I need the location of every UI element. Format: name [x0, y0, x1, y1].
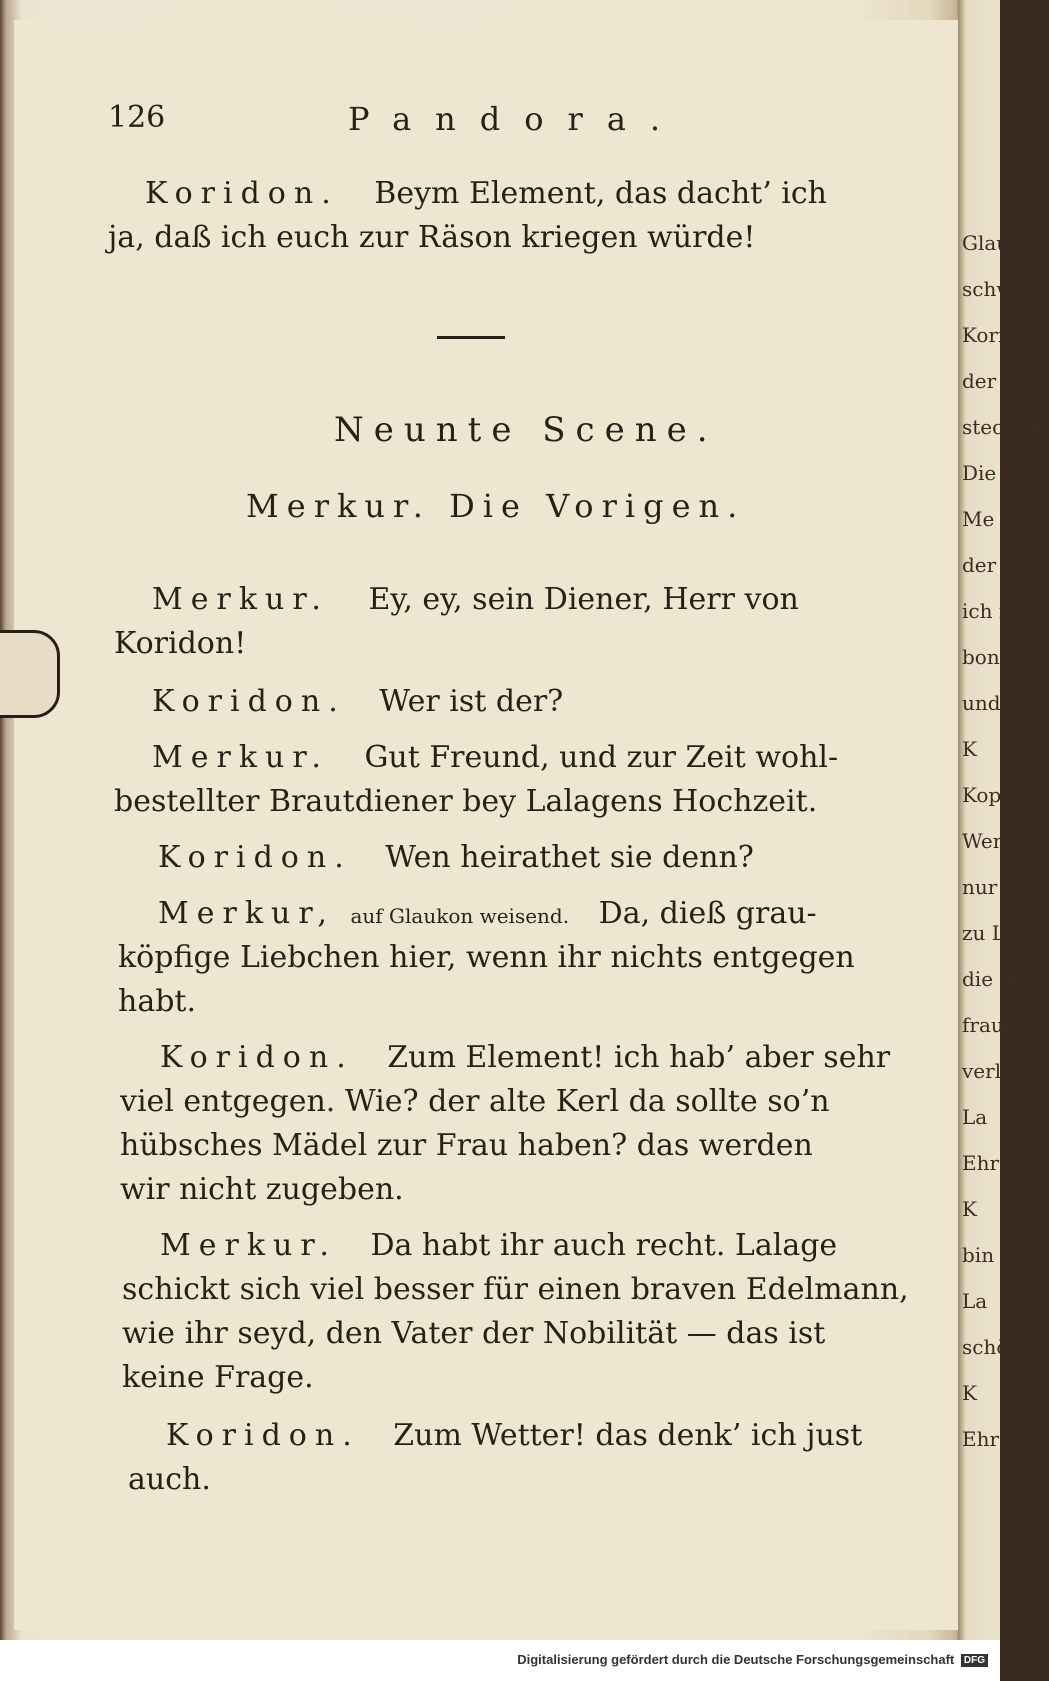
dialogue-text: keine Frage.: [122, 1360, 314, 1395]
dialogue-text: Wen heirathet sie denn?: [385, 840, 754, 875]
facing-page-fragment: nur be: [962, 875, 1029, 899]
dialogue-text: Da, dieß grau-: [598, 896, 817, 931]
footer-bar: [0, 1640, 1000, 1681]
facing-page-fragment: bin da: [962, 1243, 1026, 1267]
dialogue-text: wir nicht zugeben.: [120, 1172, 404, 1207]
facing-page-fragment: La: [962, 1289, 988, 1313]
dialogue-text: Zum Wetter! das denk’ ich just: [393, 1418, 863, 1453]
dialogue-text: köpfige Liebchen hier, wenn ihr nichts entgegen: [118, 940, 855, 975]
speaker-name: Koridon.: [160, 1040, 354, 1075]
page-header: [108, 100, 878, 140]
page-clip-tab: [0, 630, 60, 718]
speaker-name: Merkur.: [160, 1228, 337, 1263]
dialogue-text: Da habt ihr auch recht. Lalage: [370, 1228, 838, 1263]
speaker-name: Koridon.: [152, 684, 346, 719]
facing-page-fragment: K: [962, 737, 977, 761]
facing-page-fragment: K: [962, 1197, 977, 1221]
dialogue-text: Gut Freund, und zur Zeit wohl-: [364, 740, 839, 775]
facing-page-fragment: K: [962, 1381, 977, 1405]
facing-page-fragment: bons: [962, 645, 1010, 669]
dialogue-text: Wer ist der?: [379, 684, 564, 719]
facing-page-fragment: La: [962, 1105, 988, 1129]
dialogue-text: hübsches Mädel zur Frau haben? das werden: [120, 1128, 813, 1163]
facing-page-fragment: Ehre f: [962, 1151, 1025, 1175]
speaker-name: Koridon.: [158, 840, 352, 875]
speaker-name: Koridon.: [166, 1418, 360, 1453]
facing-page-fragment: Kori: [962, 323, 1005, 347]
facing-page-fragment: frauen: [962, 1013, 1029, 1037]
dialogue-text: Koridon!: [114, 626, 247, 661]
dialogue-text: Beym Element, das dacht’ ich: [374, 176, 827, 211]
facing-page-fragment: Glauk: [962, 231, 1022, 255]
dialogue-text: schickt sich viel besser für einen braven Edelmann,: [122, 1272, 909, 1307]
speaker-name: Koridon.: [145, 176, 339, 211]
dialogue-text: Zum Element! ich hab’ aber sehr: [387, 1040, 891, 1075]
facing-page-fragment: und: [962, 691, 1001, 715]
scene-heading: Neunte Scene.: [334, 410, 718, 450]
facing-page-fragment: verlier: [962, 1059, 1029, 1083]
speaker-name: Merkur.: [152, 740, 329, 775]
facing-page-fragments: [962, 220, 1049, 1462]
page-number: 126: [108, 100, 166, 135]
facing-page-fragment: Kopfe: [962, 783, 1021, 807]
dfg-logo: DFG: [961, 1654, 988, 1667]
facing-page-fragment: steckt ih: [962, 415, 1049, 439]
facing-page-fragment: der Ab: [962, 553, 1030, 577]
facing-page-fragment: schwen,: [962, 277, 1045, 301]
funding-credit-text: Digitalisierung gefördert durch die Deutsche Forschungsgemeinschaft: [517, 1652, 955, 1667]
facing-page-fragment: Wenn: [962, 829, 1019, 853]
scene-divider: [437, 336, 505, 339]
dialogue-text: auch.: [128, 1462, 211, 1497]
facing-page-fragment: der Kerl: [962, 369, 1045, 393]
facing-page-fragment: Me: [962, 507, 995, 531]
dialogue-text: viel entgegen. Wie? der alte Kerl da sollte so’n: [120, 1084, 830, 1119]
facing-page-fragment: Die: [962, 461, 997, 485]
scene-characters: Merkur. Die Vorigen.: [246, 487, 746, 525]
speaker-name: Merkur.: [152, 582, 329, 617]
facing-page-fragment: schön: [962, 1335, 1022, 1359]
stage-direction: auf Glaukon weisend.: [350, 904, 570, 928]
facing-page-fragment: Ehre: [962, 1427, 1011, 1451]
funding-credit: [517, 1652, 988, 1667]
dialogue-text: wie ihr seyd, den Vater der Nobilität — das ist: [122, 1316, 826, 1351]
dialogue-text: bestellter Brautdiener bey Lalagens Hochzeit.: [114, 784, 818, 819]
dialogue-text: habt.: [118, 984, 197, 1019]
running-title: Pandora.: [348, 100, 685, 138]
dialogue-text: Ey, ey, sein Diener, Herr von: [368, 582, 799, 617]
dialogue-text: ja, daß ich euch zur Räson kriegen würde!: [108, 220, 756, 255]
speaker-name: Merkur,: [158, 896, 335, 931]
facing-page-fragment: ich fre: [962, 599, 1028, 623]
facing-page-fragment: die di: [962, 967, 1019, 991]
facing-page-fragment: zu Lalag: [962, 921, 1049, 945]
